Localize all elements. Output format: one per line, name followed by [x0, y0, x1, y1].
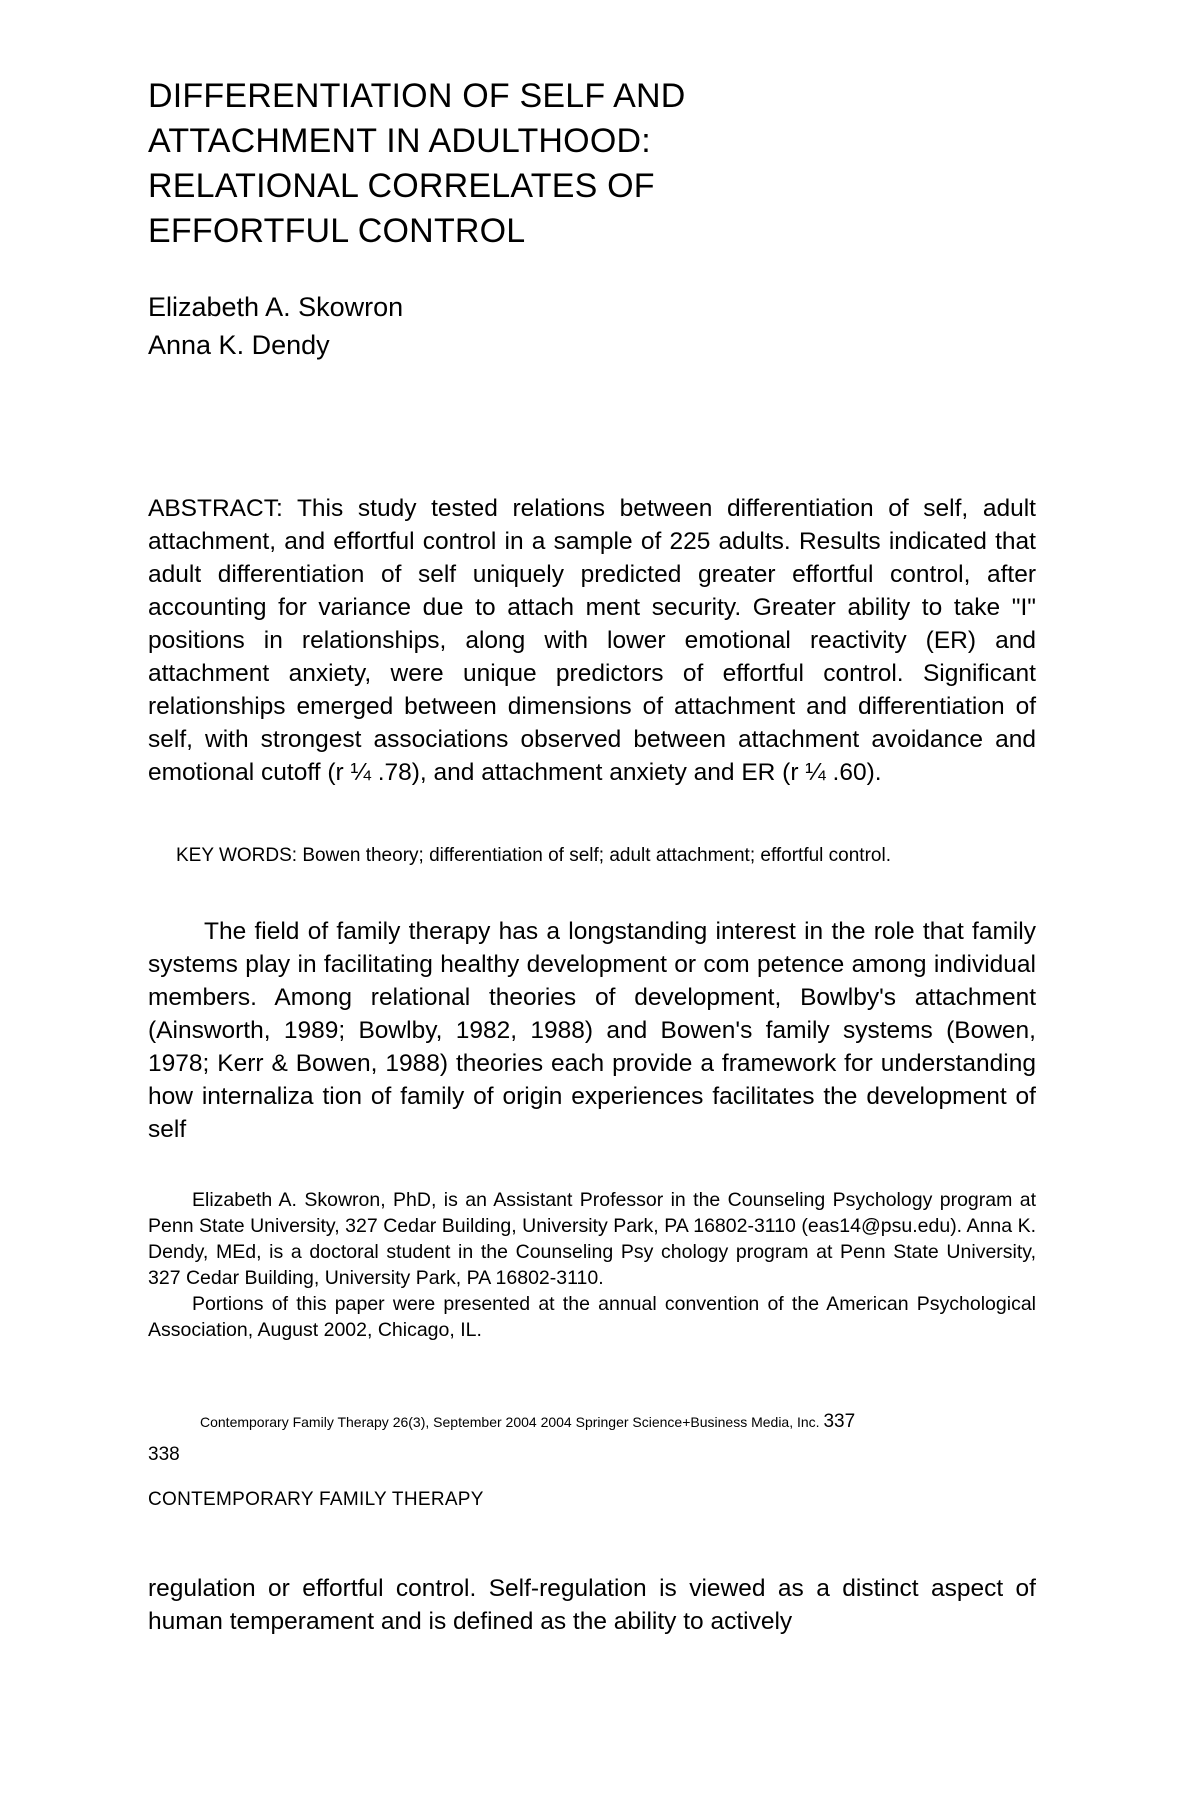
keywords: KEY WORDS: Bowen theory; differentiation of self; adult attachment; effortful control.: [176, 845, 891, 866]
intro-paragraph: The field of family therapy has a longstanding interest in the role that family systems play in facilitating healthy development or com petence among individual members. Among relational theories of development, Bowlby's attachment (Ainsworth, 1989; Bowlby, 1982, 1988) and Bowen's family systems (Bowen, 1978; Kerr & Bowen, 1988) theories each provide a framework for understanding how internaliza tion of family of origin experiences facilitates the development of self: [148, 918, 1036, 1143]
paper-title: [148, 74, 908, 254]
abstract: ABSTRACT: This study tested relations between differentiation of self, adult attachment, and effortful control in a sample of 225 adults. Results indicated that adult differentiation of self uniquely predicted greater effortful control, after accounting for variance due to attach ment security. Greater ability to take "I" positions in relationships, along with lower emotional reactivity (ER) and attachment anxiety, were unique predictors of effortful control. Significant relationships emerged between dimensions of attachment and differentiation of self, with strongest associations observed between attachment avoidance and emotional cutoff (r ¼ .78), and attachment anxiety and ER (r ¼ .60).: [148, 495, 1036, 786]
author-list: [148, 288, 403, 364]
footnote-presentation: Portions of this paper were presented at the annual convention of the American Psychological Association, August 2002, Chicago, IL.: [148, 1293, 1036, 1341]
title-line-2: ATTACHMENT IN ADULTHOOD:: [148, 122, 651, 160]
citation-page-number: 337: [823, 1411, 856, 1432]
author-footnotes: [148, 1187, 1036, 1343]
citation-text: Contemporary Family Therapy 26(3), September 2004 2004 Springer Science+Business Media, Inc.: [200, 1414, 820, 1430]
title-line-3: RELATIONAL CORRELATES OF: [148, 167, 655, 205]
footnote-affiliation: Elizabeth A. Skowron, PhD, is an Assistant Professor in the Counseling Psychology program at Penn State University, 327 Cedar Building, University Park, PA 16802-3110 (eas14@psu.edu). Anna K. Dendy, MEd, is a doctoral student in the Counseling Psy chology program at Penn State University, 327 Cedar Building, University Park, PA 16802-3110.: [148, 1189, 1036, 1289]
page-number: 338: [148, 1444, 180, 1465]
continuation-text: regulation or effortful control. Self-regulation is viewed as a distinct aspect of human temperament and is defined as the ability to actively: [148, 1575, 1036, 1635]
title-line-1: DIFFERENTIATION OF SELF AND: [148, 77, 686, 115]
running-head: CONTEMPORARY FAMILY THERAPY: [148, 1489, 484, 1510]
journal-citation-footer: [200, 1412, 1100, 1432]
title-line-4: EFFORTFUL CONTROL: [148, 212, 526, 250]
author-2: Anna K. Dendy: [148, 330, 330, 360]
author-1: Elizabeth A. Skowron: [148, 292, 404, 322]
